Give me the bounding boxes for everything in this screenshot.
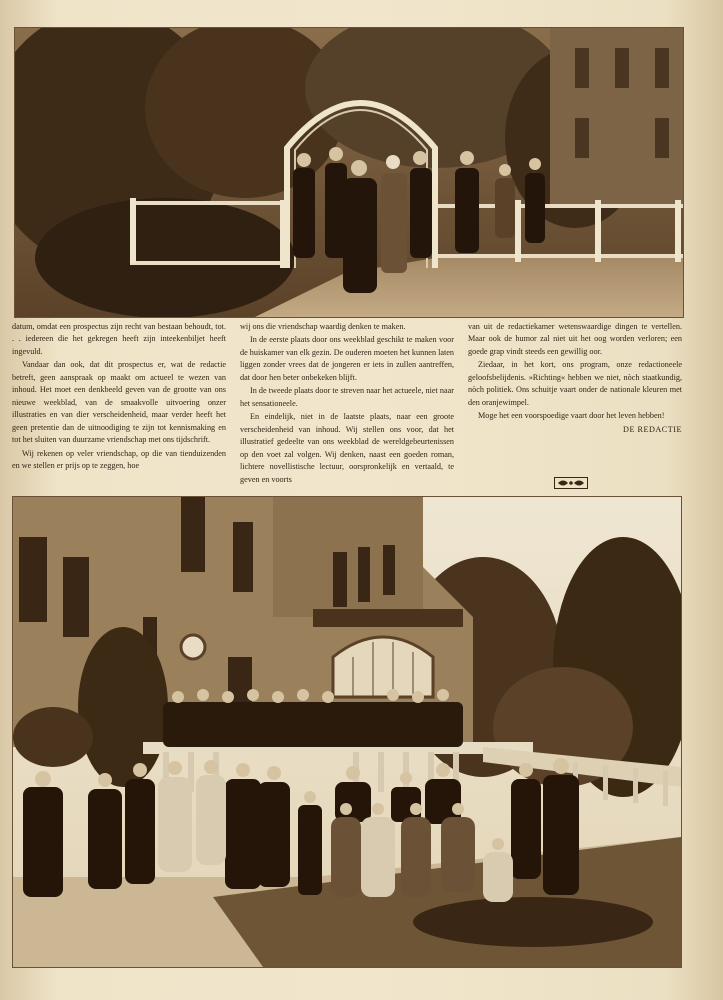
- manor-group-scene: [13, 497, 681, 967]
- paragraph: wij ons die vriendschap waardig denken te maken.: [240, 322, 406, 331]
- editorial-text: [12, 321, 682, 483]
- signature: DE REDACTIE: [623, 424, 682, 434]
- decorative-ornament-icon: [554, 476, 588, 488]
- paragraph: Wij rekenen op veler vriendschap, op die van tienduizenden en we stellen er prijs op te zeggen, hoe: [12, 448, 226, 471]
- paragraph: Vandaar dan ook, dat dit prospectus er, wat de redactie betreft, geen aanspraak op maakt om actueel te wezen van inhoud. Het moet een denkbeeld geven van de grootte van ons nieuwe weekblad, van de smaakvolle uitvoering onzer illustraties en van dier verscheidenheid, maar verder heeft het geen pretentie dan de uitnoodiging te zijn tot kennismaking en tot het sluiten van duurzame vriendschap met ons tijdschrift.: [12, 360, 226, 445]
- paragraph: In de tweede plaats door te streven naar het actueele, niet naar het sensationeele.: [240, 386, 454, 408]
- paragraph: En eindelijk, niet in de laatste plaats, naar een groote verscheidenheid van inhoud. Wij stellen ons voor, dat het illustratief gedeelte van ons weekblad de wereldgebeurtenissen op den voet zal volgen. Wij denken, naast een goeden roman, lichtere novellistische lectuur, oorspronkelijk en vertaald, te geven en voorts: [240, 412, 454, 484]
- garden-gate-scene: [15, 28, 683, 317]
- bottom-photograph-group-at-manor: [12, 496, 682, 968]
- paragraph: van uit de redactiekamer wetenswaardige dingen te vertellen. Maar ook de humor zal niet uit het oog worden verloren; een goede grap vindt steeds een gewillig oor.: [468, 322, 682, 356]
- paragraph: Ziedaar, in het kort, ons program, onze redactioneele geloofsbelijdenis. »Richting« hebben we niet, nòch staatkundig, nòch politiek. Ons schuitje vaart onder de nationale kleuren met den oranjewimpel.: [468, 360, 682, 407]
- top-photograph-garden-gate: [14, 27, 684, 318]
- paragraph: datum, omdat een prospectus zijn recht van bestaan behoudt, tot. . . iedereen die het gekregen heeft zijn inteekenbiljet heeft ingevuld.: [12, 322, 226, 356]
- paragraph: In de eerste plaats door ons weekblad geschikt te maken voor de huiskamer van elk gezin. De ouderen moeten het kunnen laten liggen zonder vrees dat de jongeren er iets in zullen aantreffen, dat door hen beter onbekeken blijft.: [240, 335, 454, 382]
- paragraph: Moge het een voorspoedige vaart door het leven hebben!: [478, 411, 665, 421]
- text-column-3: [468, 321, 682, 483]
- text-column-2: [240, 321, 454, 483]
- text-column-1: [12, 321, 226, 483]
- signoff-line: [468, 424, 682, 436]
